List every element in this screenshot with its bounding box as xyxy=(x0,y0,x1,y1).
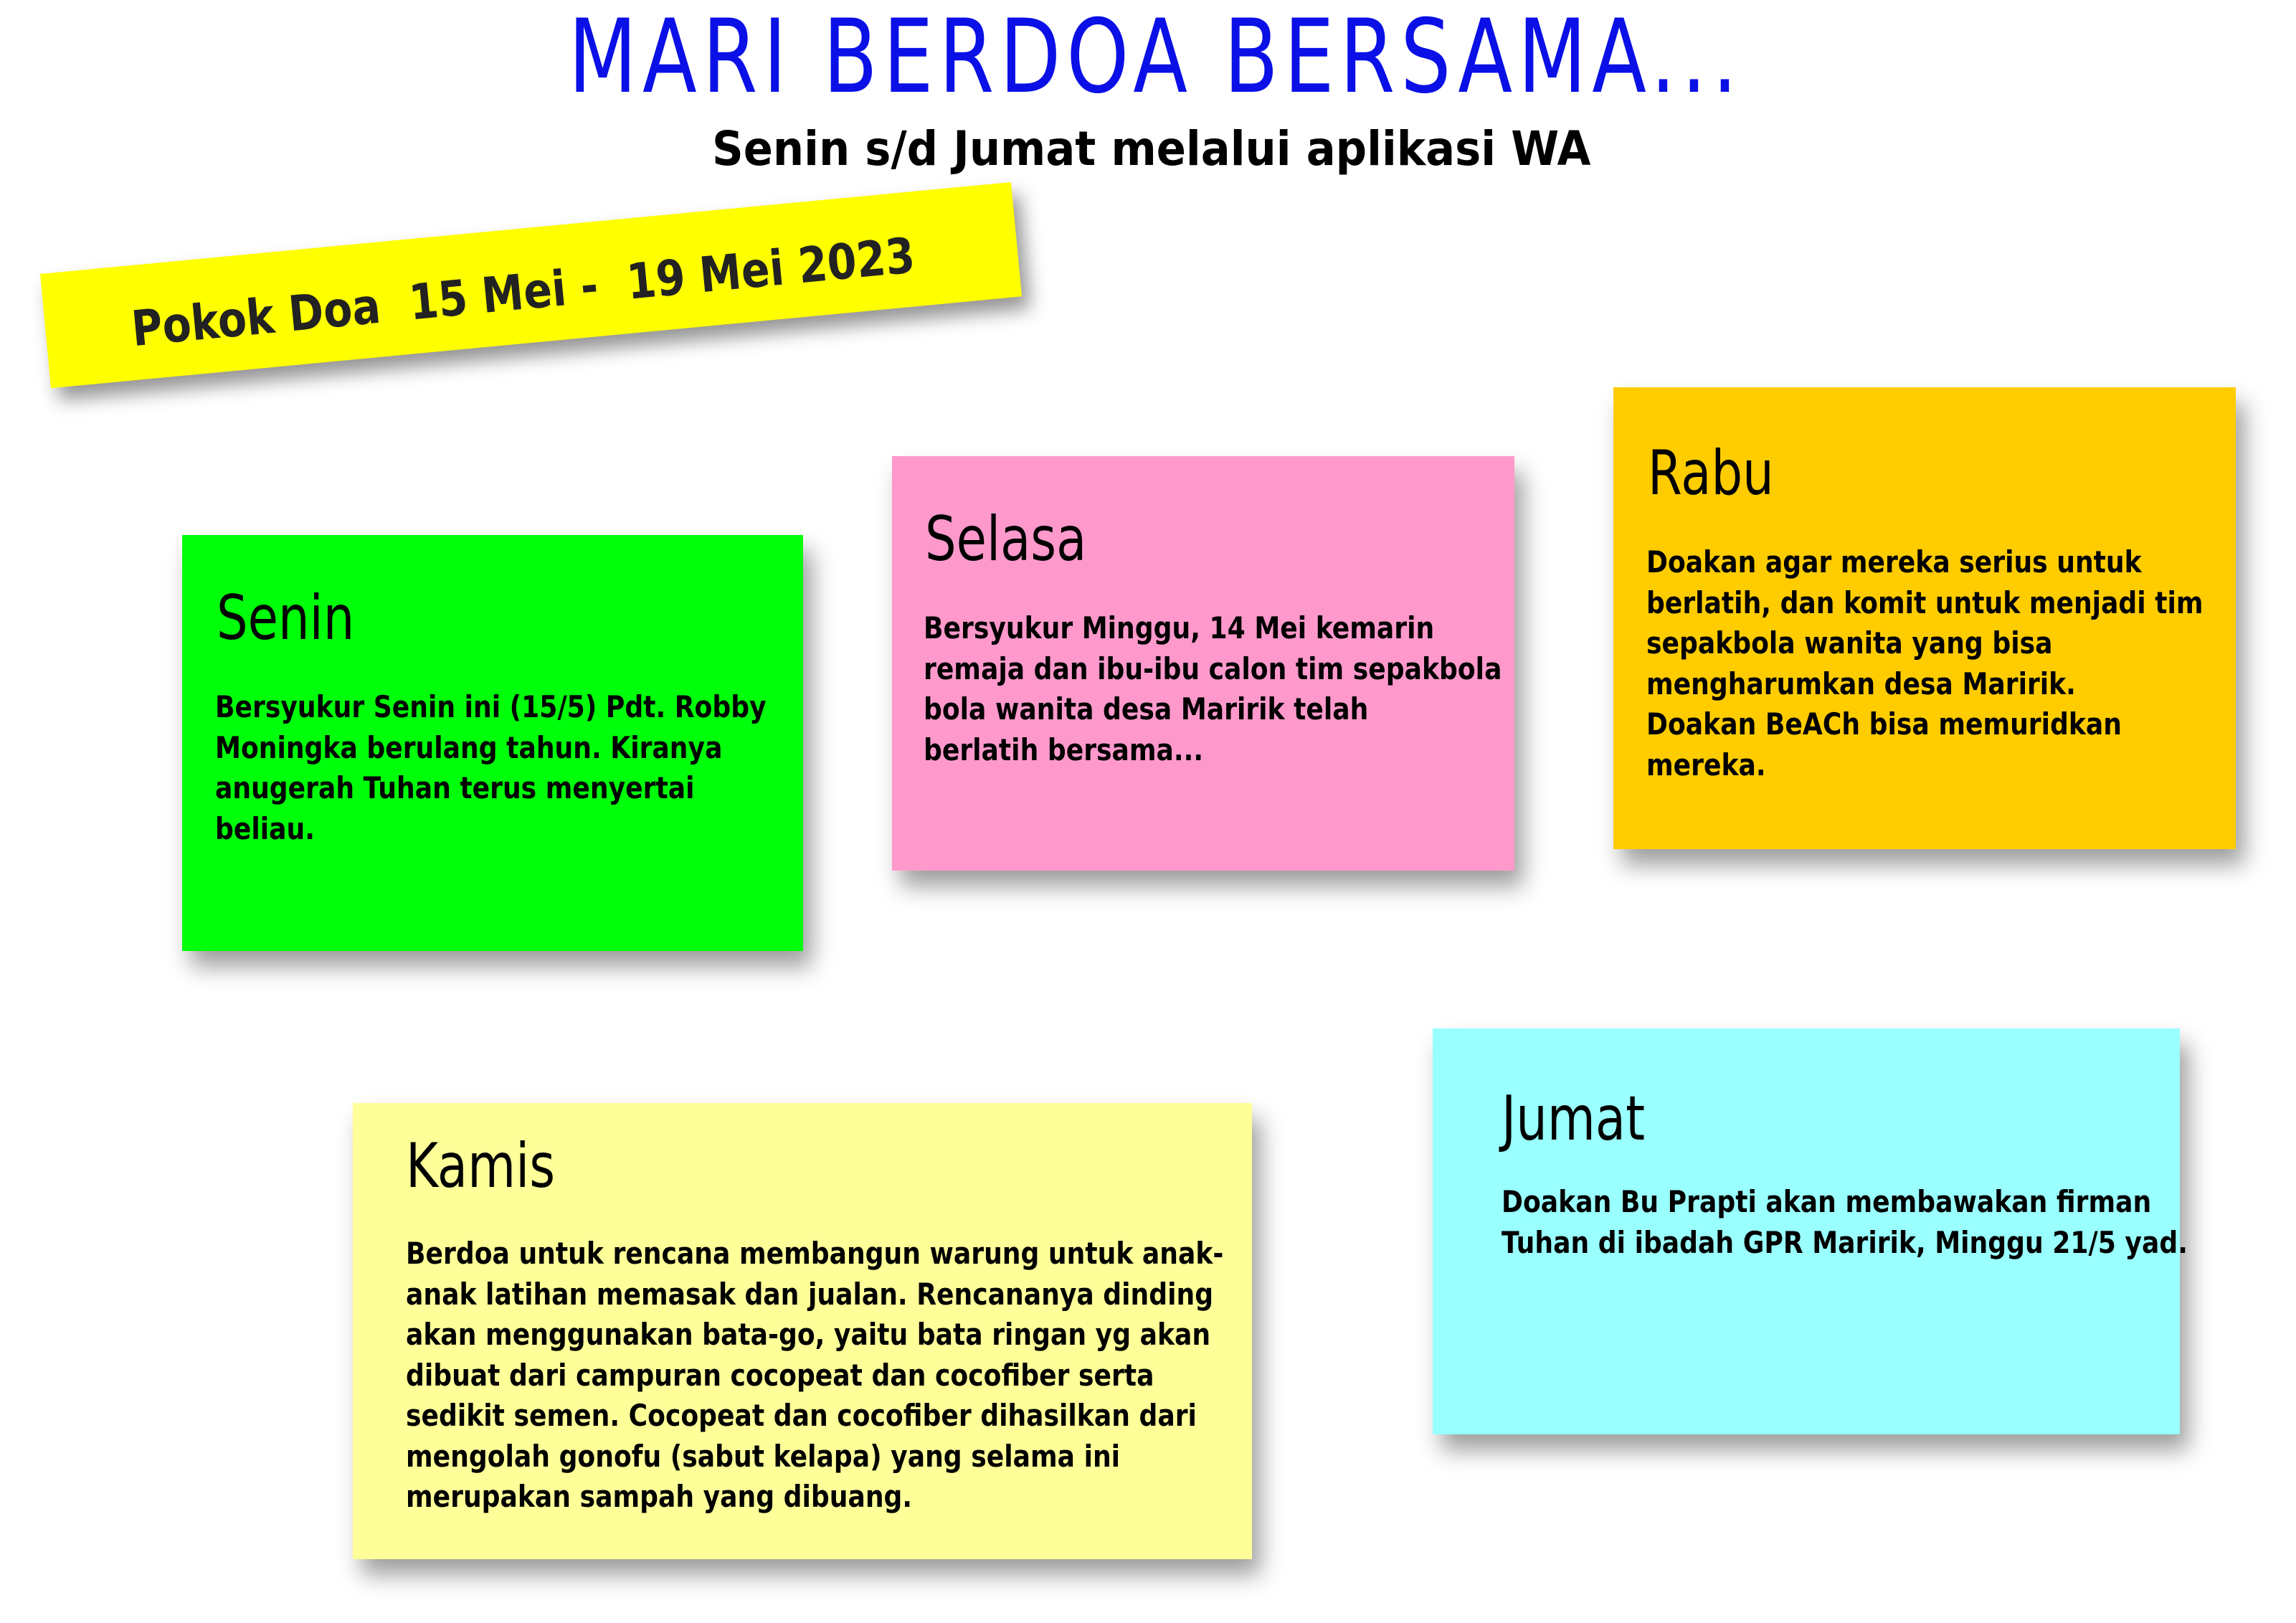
note-selasa-title: Selasa xyxy=(925,503,1087,575)
note-rabu-title: Rabu xyxy=(1648,437,1774,509)
note-kamis-title: Kamis xyxy=(406,1130,556,1202)
note-senin xyxy=(182,535,803,951)
note-selasa-text: Bersyukur Minggu, 14 Mei kemarin remaja dan ibu-ibu calon tim sepakbola bola wanita desa Maririk telah berlatih bersama... xyxy=(924,610,1502,767)
note-selasa xyxy=(892,456,1514,871)
note-kamis-text: Berdoa untuk rencana membangun warung untuk anak- anak latihan memasak dan jualan. Rencananya dinding akan menggunakan bata-go, yaitu bata ringan yg akan dibuat dari campuran cocopeat dan cocofiber serta sedikit semen. Cocopeat dan cocofiber dihasilkan dari mengolah gonofu (sabut kelapa) yang selama ini merupakan sampah yang dibuang. xyxy=(406,1236,1224,1514)
note-jumat-title: Jumat xyxy=(1502,1083,1646,1155)
date-banner xyxy=(40,182,1022,388)
note-jumat xyxy=(1433,1028,2188,1434)
note-senin-title: Senin xyxy=(217,582,355,654)
page-subtitle: Senin s/d Jumat melalui aplikasi WA xyxy=(711,121,1591,176)
note-rabu-text: Doakan agar mereka serius untuk berlatih, dan komit untuk menjadi tim sepakbola wanita yang bisa mengharumkan desa Maririk. Doakan BeACh bisa memuridkan mereka. xyxy=(1646,544,2204,782)
note-senin-text: Bersyukur Senin ini (15/5) Pdt. Robby Moningka berulang tahun. Kiranya anugerah Tuhan terus menyertai beliau. xyxy=(215,689,767,846)
note-rabu xyxy=(1613,387,2236,849)
note-kamis xyxy=(353,1103,1252,1559)
note-jumat-text: Doakan Bu Prapti akan membawakan firman Tuhan di ibadah GPR Maririk, Minggu 21/5 yad. xyxy=(1502,1184,2188,1260)
date-banner-label: Pokok Doa 15 Mei - 19 Mei 2023 xyxy=(129,227,918,359)
page-title: MARI BERDOA BERSAMA... xyxy=(568,0,1743,116)
